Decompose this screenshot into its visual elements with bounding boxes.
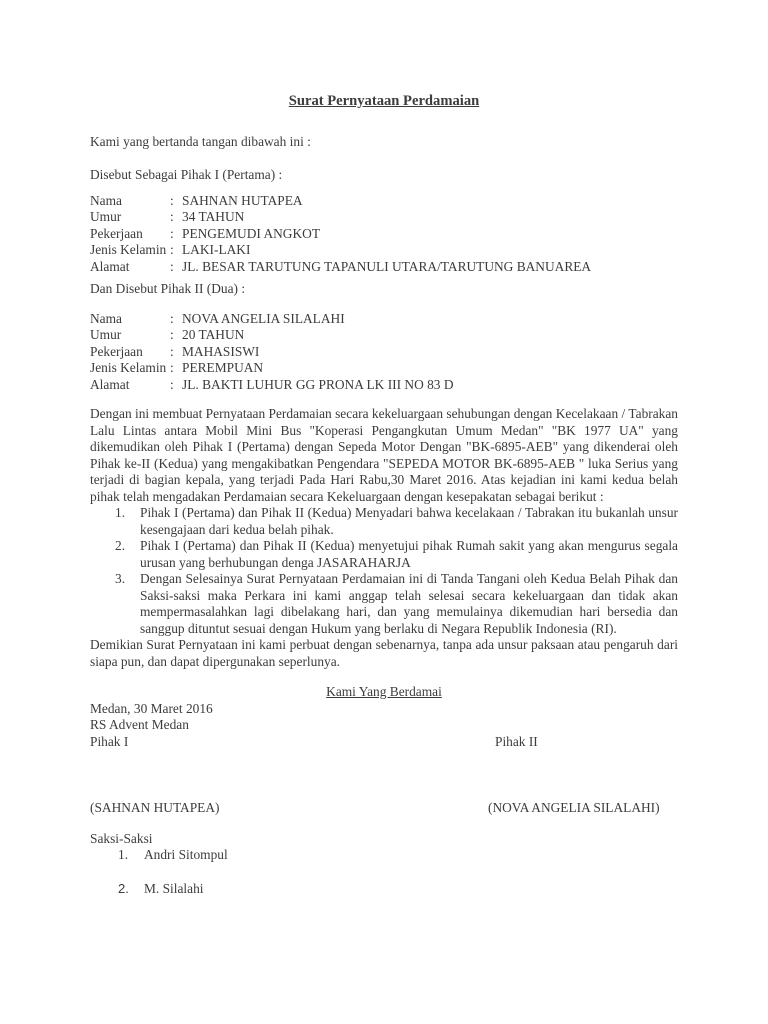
field-row-jenis-kelamin: [90, 360, 678, 377]
field-colon: :: [170, 192, 174, 208]
field-colon: :: [170, 258, 174, 274]
field-colon: :: [170, 209, 174, 224]
item-number: 1.: [115, 505, 126, 520]
hospital-line: RS Advent Medan: [90, 717, 189, 732]
field-colon: :: [170, 225, 174, 241]
field-value: 20 TAHUN: [182, 327, 245, 342]
field-label: Jenis Kelamin: [90, 242, 167, 257]
field-row-nama: [90, 193, 678, 210]
agreement-item-1: [90, 505, 678, 538]
party2-sign-label: Pihak II: [495, 733, 538, 749]
field-value: 34 TAHUN: [182, 209, 245, 224]
item-text: Pihak I (Pertama) dan Pihak II (Kedua) Menyadari bahwa kecelakaan / Tabrakan itu bukanlah unsur kesengajaan dari kedua belah pihak.: [140, 505, 678, 537]
field-row-umur: [90, 327, 678, 344]
agreement-item-3: [90, 571, 678, 637]
sign-label-row: [90, 734, 678, 751]
field-label: Jenis Kelamin: [90, 360, 167, 375]
field-row-umur: [90, 209, 678, 226]
field-colon: :: [170, 327, 174, 342]
witness-number: 1.: [118, 847, 129, 862]
field-row-pekerjaan: [90, 344, 678, 361]
field-value: SAHNAN HUTAPEA: [182, 192, 303, 208]
field-colon: :: [170, 343, 174, 359]
item-text: Pihak I (Pertama) dan Pihak II (Kedua) menyetujui pihak Rumah sakit yang akan mengurus segala urusan yang berhubungan denga JASARAHARJA: [140, 538, 678, 570]
field-row-alamat: [90, 377, 678, 394]
witness-name: Andri Sitompul: [144, 847, 228, 862]
field-label: Pekerjaan: [90, 343, 143, 359]
agreement-list: [90, 505, 678, 637]
party2-heading: Dan Disebut Pihak II (Dua) :: [90, 281, 246, 296]
witness-row-1: [90, 847, 678, 864]
intro-line: Kami yang bertanda tangan dibawah ini :: [90, 133, 311, 149]
field-value: NOVA ANGELIA SILALAHI: [182, 310, 345, 326]
place-date-line: Medan, 30 Maret 2016: [90, 700, 213, 716]
field-label: Alamat: [90, 376, 130, 392]
field-row-nama: [90, 311, 678, 328]
field-colon: :: [170, 360, 174, 375]
closing-paragraph: Demikian Surat Pernyataan ini kami perbuat dengan sebenarnya, tanpa ada unsur paksaan atau pengaruh dari siapa pun, dan dapat dipergunakan seperlunya.: [90, 637, 678, 669]
field-label: Nama: [90, 310, 122, 326]
party1-sign-label: Pihak I: [90, 733, 129, 749]
document-content: [90, 93, 678, 897]
agreement-item-2: [90, 538, 678, 571]
field-row-jenis-kelamin: [90, 242, 678, 259]
party2-sign-name: (NOVA ANGELIA SILALAHI): [488, 800, 660, 815]
party2-fields: [90, 311, 678, 394]
signoff-heading: Kami Yang Berdamai: [326, 684, 442, 699]
field-value: MAHASISWI: [182, 343, 260, 359]
party1-sign-name: (SAHNAN HUTAPEA): [90, 800, 220, 815]
document-title: Surat Pernyataan Perdamaian: [288, 93, 480, 109]
field-row-alamat: [90, 259, 678, 276]
field-row-pekerjaan: [90, 226, 678, 243]
field-colon: :: [170, 376, 174, 392]
item-number: 2.: [115, 538, 126, 553]
field-value: PENGEMUDI ANGKOT: [182, 225, 320, 241]
witness-number: 2.: [118, 880, 129, 896]
field-label: Alamat: [90, 258, 130, 274]
body-paragraph: Dengan ini membuat Pernyataan Perdamaian secara kekeluargaan sehubungan dengan Kecelakaan / Tabrakan Lalu Lintas antara Mobil Mini Bus "Koperasi Pengangkutan Umum Medan" "BK 1977 UA" yang dikemudikan oleh Pihak I (Pertama) dengan Sepeda Motor Dengan "BK-6895-AEB" yang dikenderai oleh Pihak ke-II (Kedua) yang mengakibatkan Pengendara "SEPEDA MOTOR BK-6895-AEB " luka Serius yang terjadi di bagian kepala, yang terjadi Pada Hari Rabu,30 Maret 2016. Atas kejadian ini kami kedua belah pihak telah mengadakan Perdamaian secara Kekeluargaan dengan kesepakatan sebagai berikut :: [90, 406, 678, 504]
field-label: Umur: [90, 209, 122, 224]
witness-row-2: [90, 881, 678, 898]
field-value: JL. BESAR TARUTUNG TAPANULI UTARA/TARUTUNG BANUAREA: [182, 258, 592, 274]
field-value: LAKI-LAKI: [182, 242, 251, 257]
field-label: Pekerjaan: [90, 225, 143, 241]
field-label: Umur: [90, 327, 122, 342]
witness-name: M. Silalahi: [144, 880, 204, 896]
item-number: 3.: [115, 571, 126, 586]
party1-fields: [90, 193, 678, 276]
witnesses-heading: Saksi-Saksi: [90, 830, 153, 846]
sign-name-row: [90, 800, 678, 817]
field-colon: :: [170, 242, 174, 257]
field-value: PEREMPUAN: [182, 360, 264, 375]
field-value: JL. BAKTI LUHUR GG PRONA LK III NO 83 D: [182, 376, 454, 392]
field-colon: :: [170, 310, 174, 326]
item-text: Dengan Selesainya Surat Pernyataan Perdamaian ini di Tanda Tangani oleh Kedua Belah Pihak dan Saksi-saksi maka Perkara ini kami anggap telah selesai secara kekeluargaan dan tidak akan mempermasalahkan lagi dibelakang hari, dan yang memulainya dikemudian hari bersedia dan sanggup dituntut sesuai dengan Hukum yang berlaku di Negara Republik Indonesia (RI).: [140, 571, 678, 636]
party1-heading: Disebut Sebagai Pihak I (Pertama) :: [90, 167, 283, 182]
field-label: Nama: [90, 192, 122, 208]
